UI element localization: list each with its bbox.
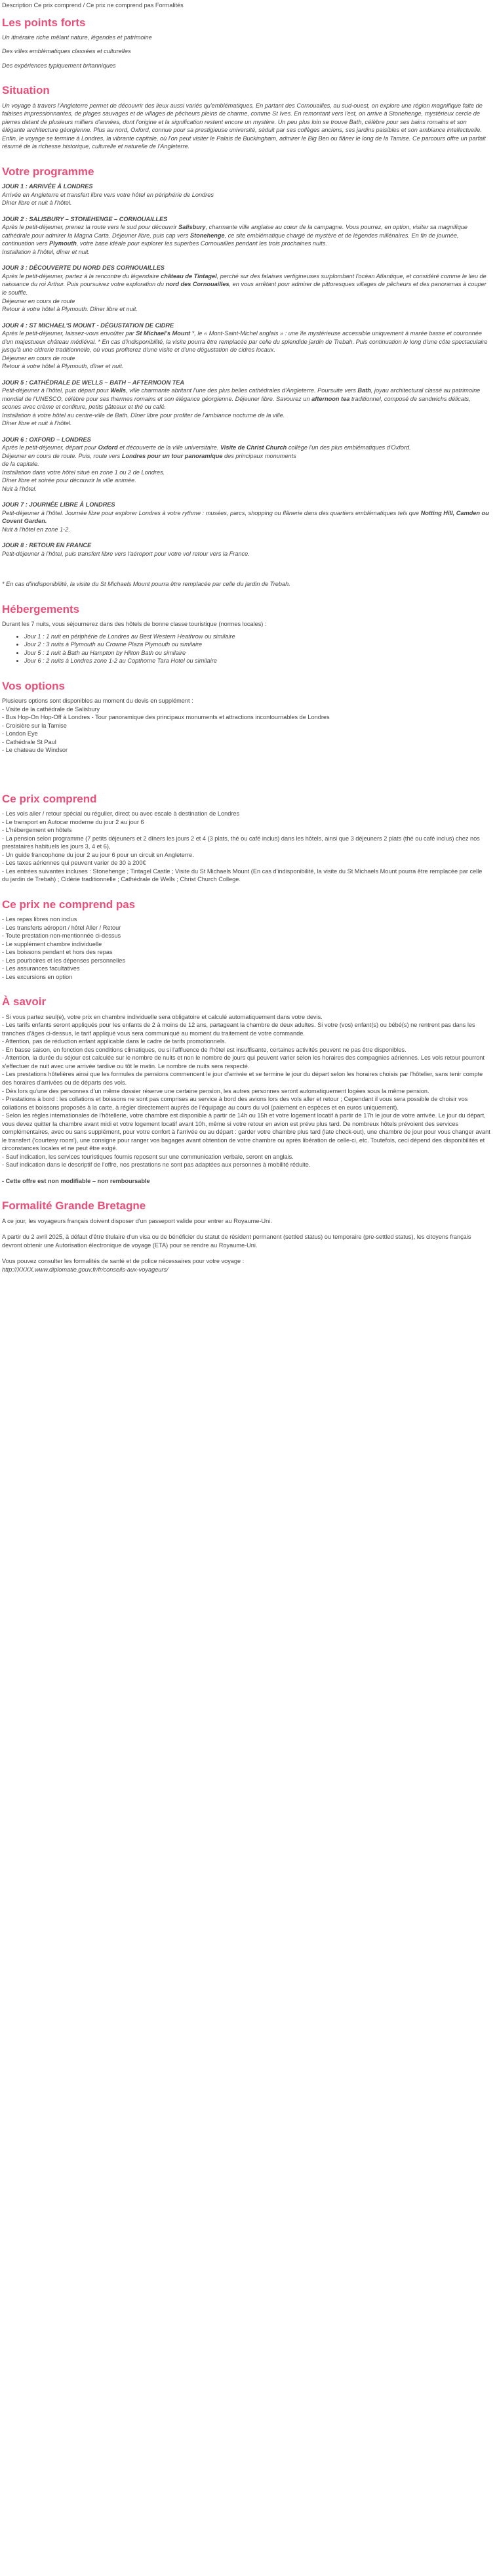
list-item: - Les transferts aéroport / hôtel Aller / Retour: [2, 924, 121, 931]
list-item: - Attention, pas de réduction enfant applicable dans le cadre de tarifs promotionnels.: [2, 1038, 227, 1045]
not-included-title: Ce prix ne comprend pas: [2, 898, 136, 911]
day-6: [2, 436, 490, 493]
day-5: [2, 379, 490, 428]
day-title: JOUR 1 : ARRIVÉE À LONDRES: [2, 183, 93, 190]
day-text: Après le petit-déjeuner, partez à la rencontre du légendaire château de Tintagel, perché sur des falaises vertigineuses surplombant l'océan Atlantique, et considéré comme le lieu de naissance du roi Arthur. Puis poursuivez votre exploration du nord des Cornouailles, en vous arrêtant pour admirer de pittoresques villages de pêcheurs et des panoramas à couper le souffle.: [2, 272, 487, 296]
accommodation-title: Hébergements: [2, 602, 80, 615]
day-line: Dîner libre et nuit à l'hôtel.: [2, 199, 72, 207]
list-item: • Jour 1 : 1 nuit en périphérie de Londres au Best Western Heathrow ou similaire: [24, 633, 490, 641]
day-title: JOUR 7 : JOURNÉE LIBRE À LONDRES: [2, 501, 115, 509]
day-line: Déjeuner en cours de route: [2, 297, 75, 304]
list-item: • Jour 5 : 1 nuit à Bath au Hampton by Hilton Bath ou similaire: [24, 649, 490, 657]
list-item: - Les pourboires et les dépenses personnelles: [2, 957, 125, 964]
situation-text: Un voyage à travers l'Angleterre permet de découvrir des lieux aussi variés qu'emblématiques. En partant des Cornouailles, au sud-ouest, on explore une région magnifique faite de falaises impressionnantes, de plages sauvages et de villages de pêcheurs pleins de charme, comme St Ives. En remontant vers l'est, on arrive à Stonehenge, mystérieux cercle de pierres datant de plusieurs milliers d'années, dont l'origine et la signification restent encore un mystère. Un peu plus loin se trouve Bath, célèbre pour ses bains romains et son élégante architecture géorgienne. Plus au nord, Oxford, connue pour sa prestigieuse université, séduit par ses collèges anciens, ses jardins paisibles et son ambiance intellectuelle. Enfin, le voyage se termine à Londres, la vibrante capitale, où l'on peut visiter le Palais de Buckingham, admirer le Big Ben ou flâner le long de la Tamise. Ce parcours offre un parfait résumé de la richesse historique, culturelle et naturelle de l'Angleterre.: [2, 102, 486, 150]
list-item: - Les prestations hôtelières ainsi que les formules de pensions commencent le jour d'arrivée et se termine le jour du départ selon les horaires choisis par l'hôtelier, sans tenir compte des horaires d'arrivées ou de départs des vols.: [2, 1071, 483, 1086]
list-item: - Les tarifs enfants seront appliqués pour les enfants de 2 à moins de 12 ans, partageant la chambre de deux adultes. Si votre (vos) enfant(s) ou bébé(s) ne rentrent pas dans les tranches d'âges ci-dessus, le tarif appliqué vous sera communiqué au moment du traitement de votre commande.: [2, 1022, 475, 1037]
day-line: Retour à votre hôtel à Plymouth, dîner et nuit.: [2, 363, 124, 370]
list-item: - Cathédrale St Paul: [2, 738, 56, 745]
day-title: JOUR 8 : RETOUR EN FRANCE: [2, 542, 92, 549]
tab-bar[interactable]: Description Ce prix comprend / Ce prix ne comprend pas Formalités: [2, 2, 184, 9]
formalities-text: A ce jour, les voyageurs français doivent disposer d'un passeport valide pour entrer au Royaume-Uni.: [2, 1217, 272, 1224]
day-text: Après le petit-déjeuner, départ pour Oxford et découverte de la ville universitaire. Visite de Christ Church collège l'un des plus emblématiques d'Oxford.: [2, 444, 411, 451]
list-item: • Jour 2 : 3 nuits à Plymouth au Crowne Plaza Plymouth ou similaire: [24, 640, 490, 649]
day-title: JOUR 4 : ST MICHAEL'S MOUNT - DÉGUSTATION DE CIDRE: [2, 322, 174, 329]
program-title: Votre programme: [2, 165, 94, 178]
day-line: Petit-déjeuner à l'hôtel, puis transfert libre vers l'aéroport pour votre vol retour vers la France.: [2, 550, 250, 557]
list-item: - Les excursions en option: [2, 973, 73, 980]
list-item: - La pension selon programme (7 petits déjeuners et 2 dîners les jours 2 et 4 (3 plats, thé ou café inclus) dans les hôtels, ainsi que 3 déjeuners 2 plats (thé ou café inclus) chez nos prestataires habituels les jours 3, 4 et 6),: [2, 835, 480, 850]
included-title: Ce prix comprend: [2, 792, 97, 805]
list-item: - Prestations à bord : les collations et boissons ne sont pas comprises au service à bord des avions lors des vols aller et retour ; Cependant il vous sera possible de choisir vos collations et boissons proposés à la carte, à régler directement auprès de l'équipage au cours du vol (paiement en espèces et en euros uniquement).: [2, 1096, 468, 1111]
day-line: Installation à votre hôtel au centre-ville de Bath. Dîner libre pour profiter de l'ambiance nocturne de la ville.: [2, 411, 285, 419]
list-item: - Le transport en Autocar moderne du jour 2 au jour 6: [2, 818, 144, 825]
list-item: - Selon les règles internationales de l'hôtellerie, votre chambre est disponible à partir de 14h ou 15h et votre logement locatif à partir de 17h le jour de votre arrivée. Le jour du départ, vous devez quitter la chambre avant midi et votre logement locatif avant 10h, même si votre retour en avion est prévu plus tard. De nombreux hôtels prévoient des services complémentaires, avec ou sans supplément, pour votre confort à l'arrivée ou au départ : garder votre chambre plus tard (late check-out), une chambre de jour pour vous changer avant le transfert ('courtesy room'), une consigne pour ranger vos bagages avant obtention de votre chambre ou après libération de celle-ci, etc. Toutefois, ceci dépend des disponibilités et circonstances locales et ne peut être exigé.: [2, 1112, 490, 1152]
day-line: Déjeuner en cours de route: [2, 354, 75, 362]
formalities-section: [2, 1199, 490, 1274]
know-title: À savoir: [2, 995, 47, 1008]
day-8: [2, 541, 490, 558]
day-4: [2, 322, 490, 371]
day-3: [2, 264, 490, 313]
list-item: - Attention, la durée du séjour est calculée sur le nombre de nuits et non le nombre de jours qui peuvent varier selon les horaires des compagnies aériennes. Les vols retour pourront s'effectuer de nuit avec une arrivée tardive ou tôt le matin. Le nombre de nuits sera respecté.: [2, 1054, 485, 1070]
day-title: JOUR 6 : OXFORD – LONDRES: [2, 436, 91, 443]
day-line: Retour à votre hôtel à Plymouth. Dîner libre et nuit.: [2, 306, 138, 313]
formalities-title: Formalité Grande Bretagne: [2, 1199, 146, 1213]
day-line: Déjeuner en cours de route. Puis, route vers Londres pour un tour panoramique des principaux monuments: [2, 452, 296, 459]
included-section: [2, 793, 490, 884]
list-item: - Visite de la cathédrale de Salisbury: [2, 705, 100, 713]
day-text: Après le petit-déjeuner, prenez la route vers le sud pour découvrir Salisbury, charmante ville anglaise au cœur de la campagne. Vous pourrez, en option, visiter sa magnifique cathédrale pour admirer la Magna Carta. Déjeuner libre, puis cap vers Stonehenge, ce site emblématique chargé de mystère et de légendes millénaires. En fin de journée, continuation vers Plymouth, votre base idéale pour explorer les superbes Cornouailles pendant les trois prochaines nuits.: [2, 224, 468, 247]
list-item: - Sauf indication dans le descriptif de l'offre, nos prestations ne sont pas adaptées aux personnes à mobilité réduite.: [2, 1161, 311, 1169]
day-7: [2, 501, 490, 533]
formalities-link[interactable]: http://XXXX.www.diplomatie.gouv.fr/fr/conseils-aux-voyageurs/: [2, 1266, 169, 1273]
know-closing: - Cette offre est non modifiable – non remboursable: [2, 1177, 150, 1184]
day-line: Installation à l'hôtel, dîner et nuit.: [2, 248, 90, 255]
accommodation-list: [2, 633, 490, 665]
situation-section: [2, 84, 490, 150]
day-line: Installation dans votre hôtel situé en zone 1 ou 2 de Londres.: [2, 468, 165, 476]
list-item: - Le supplément chambre individuelle: [2, 940, 102, 947]
list-item: - London Eye: [2, 730, 38, 737]
list-item: - Les repas libres non inclus: [2, 916, 77, 923]
know-section: [2, 995, 490, 1185]
list-item: - Les vols aller / retour spécial ou régulier, direct ou avec escale à destination de Londres: [2, 810, 240, 818]
options-section: [2, 680, 490, 755]
situation-title: Situation: [2, 84, 50, 97]
accommodation-intro: Durant les 7 nuits, vous séjournerez dans des hôtels de bonne classe touristique (normes locales) :: [2, 621, 267, 628]
list-item: - Bus Hop-On Hop-Off à Londres - Tour panoramique des principaux monuments et attractions incontournables de Londres: [2, 714, 330, 721]
highlight-item: Des expériences typiquement britanniques: [2, 62, 116, 69]
day-2: [2, 215, 490, 257]
not-included-section: [2, 898, 490, 982]
accommodation-section: [2, 603, 490, 665]
list-item: - Si vous partez seul(e), votre prix en chambre individuelle sera obligatoire et calculé automatiquement dans votre devis.: [2, 1013, 323, 1020]
list-item: • Jour 6 : 2 nuits à Londres zone 1-2 au Copthorne Tara Hotel ou similaire: [24, 657, 490, 665]
day-title: JOUR 5 : CATHÉDRALE DE WELLS – BATH – AFTERNOON TEA: [2, 379, 185, 386]
day-title: JOUR 2 : SALISBURY – STONEHENGE – CORNOUAILLES: [2, 215, 168, 222]
day-line: Dîner libre et soirée pour découvrir la ville animée.: [2, 477, 136, 484]
day-line: de la capitale.: [2, 461, 39, 468]
day-text: Petit-déjeuner à l'hôtel. Journée libre pour explorer Londres à votre rythme : musées, parcs, shopping ou flânerie dans des quartiers emblématiques tels que Notting Hill, Camden ou Covent Garden.: [2, 509, 489, 525]
program-section: [2, 165, 490, 589]
list-item: - Dès lors qu'une des personnes d'un même dossier réserve une certaine pension, les autres personnes seront automatiquement logées sous la même pension.: [2, 1087, 429, 1094]
day-line: Nuit à l'hôtel.: [2, 485, 37, 492]
list-item: - Le chateau de Windsor: [2, 747, 68, 754]
list-item: - Sauf indication, les services touristiques fournis reposent sur une communication verbale, seront en anglais.: [2, 1153, 294, 1160]
page: [0, 1, 490, 1274]
day-line: Arrivée en Angleterre et transfert libre vers votre hôtel en périphérie de Londres: [2, 191, 214, 198]
day-text: Petit-déjeuner à l'hôtel, puis départ pour Wells, ville charmante abritant l'une des plus belles cathédrales d'Angleterre. Poursuite vers Bath, joyau architectural classé au patrimoine mondial de l'UNESCO, célèbre pour ses thermes romains et son élégance géorgienne. Déjeuner libre. Savourez un afternoon tea traditionnel, composé de sandwichs délicats, scones avec crème et confiture, petits gâteaux et thé ou café.: [2, 387, 481, 411]
list-item: - Croisière sur la Tamise: [2, 722, 67, 729]
list-item: - Toute prestation non-mentionnée ci-dessus: [2, 932, 121, 940]
list-item: - Les taxes aériennes qui peuvent varier de 30 à 200€: [2, 860, 146, 867]
list-item: - Les entrées suivantes incluses : Stonehenge ; Tintagel Castle ; Visite du St Michaels Mount (En cas d'indisponibilité, la visite du St Michaels Mount pourra être remplacée par celle du jardin de Trebah) ; Cidérie traditionnelle ; Cathédrale de Wells ; Christ Church College.: [2, 867, 483, 883]
day-title: JOUR 3 : DÉCOUVERTE DU NORD DES CORNOUAILLES: [2, 264, 165, 272]
list-item: - L'hébergement en hôtels: [2, 827, 72, 834]
highlights-title: Les points forts: [2, 16, 86, 29]
list-item: - Les assurances facultatives: [2, 965, 80, 972]
list-item: - Les boissons pendant et hors des repas: [2, 949, 113, 956]
options-title: Vos options: [2, 679, 66, 692]
highlight-item: Des villes emblématiques classées et culturelles: [2, 48, 131, 55]
program-footnote: * En cas d'indisponibilité, la visite du St Michaels Mount pourra être remplacée par celle du jardin de Trebah.: [2, 581, 290, 588]
day-text: Après le petit-déjeuner, laissez-vous envoûter par St Michael's Mount *, le « Mont-Saint-Michel anglais » : une île mystérieuse accessible uniquement à marée basse et couronnée d'un majestueux château médiéval. * En cas d'indisponibilité, la visite pourra être remplacée par celle du splendide jardin de Trebah. Puis continuation le long d'une côte spectaculaire jusqu'à une cidrerie traditionnelle, où vous profiterez d'une visite et d'une dégustation de cidres locaux.: [2, 330, 488, 354]
highlights-section: [2, 16, 490, 70]
formalities-text: A partir du 2 avril 2025, à défaut d'être titulaire d'un visa ou de bénéficier du statut de résident permanent (settled status) ou temporaire (pre-settled status), les citoyens français devront obtenir une Autorisation électronique de voyage (ETA) pour se rendre au Royaume-Uni.: [2, 1234, 471, 1249]
day-line: Nuit à l'hôtel en zone 1-2.: [2, 526, 70, 533]
highlight-item: Un itinéraire riche mêlant nature, légendes et patrimoine: [2, 33, 152, 41]
day-1: [2, 182, 490, 207]
formalities-text: Vous pouvez consulter les formalités de santé et de police nécessaires pour votre voyage :: [2, 1258, 245, 1265]
options-intro: Plusieurs options sont disponibles au moment du devis en supplément :: [2, 697, 193, 705]
day-line: Dîner libre et nuit à l'hôtel.: [2, 420, 72, 427]
list-item: - Un guide francophone du jour 2 au jour 6 pour un circuit en Angleterre.: [2, 851, 194, 858]
list-item: - En basse saison, en fonction des conditions climatiques, ou si l'affluence de l'hôtel est insuffisante, certaines activités peuvent ne pas être disponibles.: [2, 1046, 407, 1053]
